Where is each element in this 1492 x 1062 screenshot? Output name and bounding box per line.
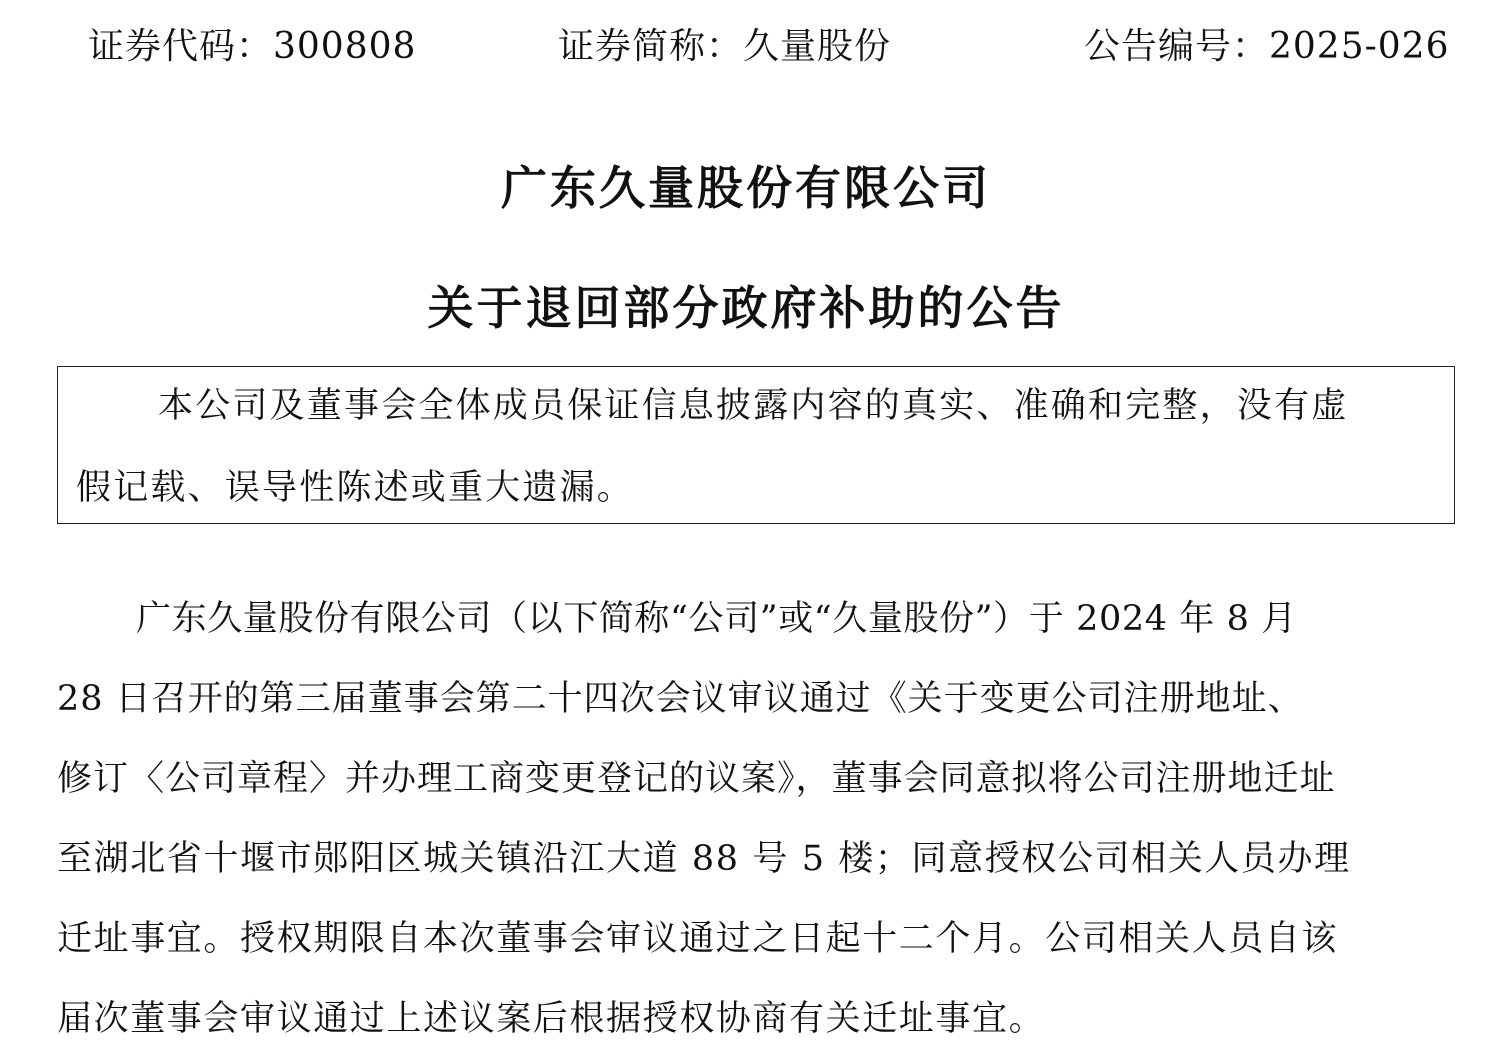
- announcement-number: 公告编号：2025-026: [1084, 26, 1450, 67]
- paragraph-line: 至湖北省十堰市郧阳区城关镇沿江大道 88 号 5 楼；同意授权公司相关人员办理: [57, 839, 1351, 879]
- statement-line: 假记载、误导性陈述或重大遗漏。: [76, 468, 635, 508]
- company-title: 广东久量股份有限公司: [501, 161, 991, 215]
- paragraph-line: 届次董事会审议通过上述议案后根据授权协商有关迁址事宜。: [57, 999, 1046, 1039]
- securities-name: 证券简称：久量股份: [558, 26, 892, 67]
- announcement-title: 关于退回部分政府补助的公告: [427, 281, 1065, 335]
- paragraph-line: 28 日召开的第三届董事会第二十四次会议审议通过《关于变更公司注册地址、: [57, 679, 1304, 719]
- securities-code: 证券代码：300808: [88, 26, 417, 67]
- paragraph-line: 广东久量股份有限公司（以下简称“公司”或“久量股份”）于 2024 年 8 月: [136, 599, 1297, 639]
- paragraph-line: 迁址事宜。授权期限自本次董事会审议通过之日起十二个月。公司相关人员自该: [57, 919, 1339, 959]
- document-header: [0, 22, 1492, 72]
- statement-line: 本公司及董事会全体成员保证信息披露内容的真实、准确和完整，没有虚: [158, 386, 1349, 426]
- disclosure-statement-box: [57, 366, 1455, 524]
- paragraph-line: 修订〈公司章程〉并办理工商变更登记的议案》，董事会同意拟将公司注册地迁址: [57, 759, 1336, 799]
